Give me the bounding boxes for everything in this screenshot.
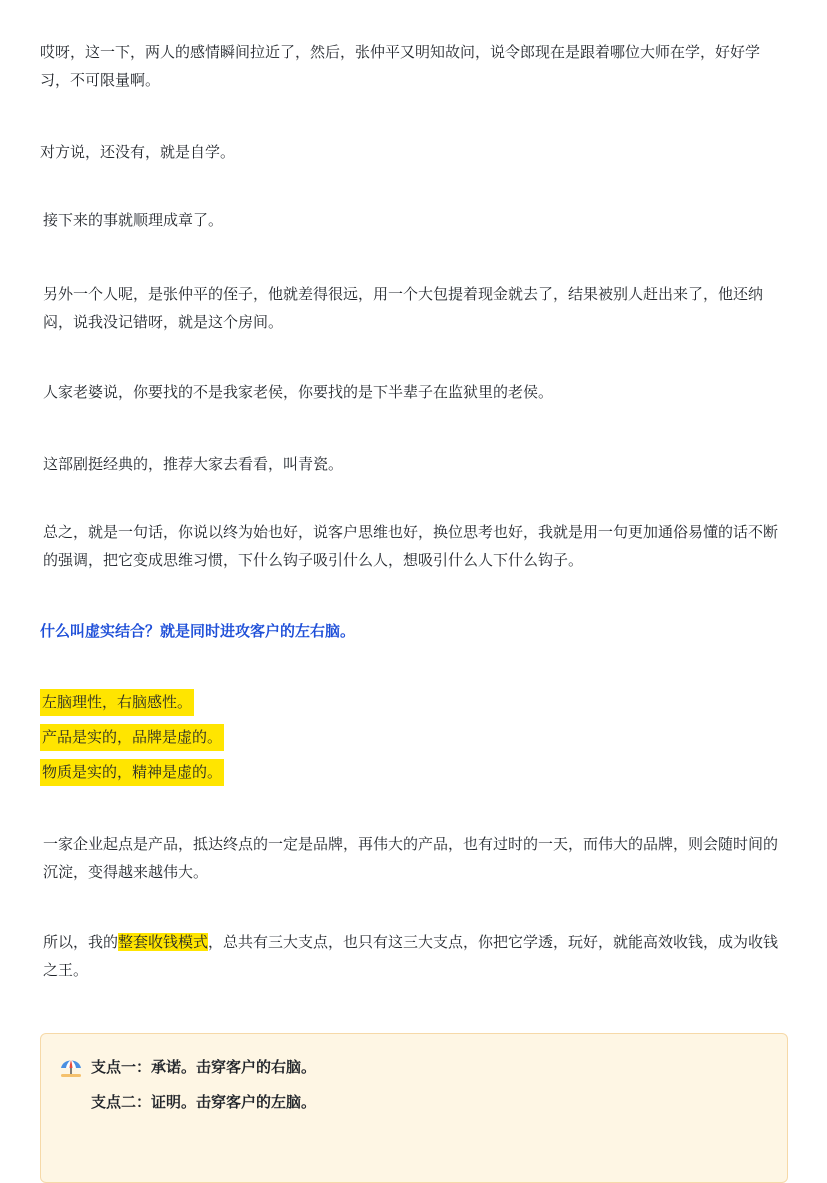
section-heading: 什么叫虚实结合？就是同时进攻客户的左右脑。: [40, 622, 356, 640]
callout-line-2: 支点二：证明。击穿客户的左脑。: [91, 1093, 317, 1111]
beach-umbrella-icon: [59, 1054, 83, 1078]
highlight-line-3: 物质是实的，精神是虚的。: [40, 759, 224, 786]
paragraph-model: [43, 928, 788, 984]
paragraph-model-before: 所以，我的: [43, 933, 119, 951]
highlight-line-2: 产品是实的，品牌是虚的。: [40, 724, 224, 751]
paragraph-2: 对方说，还没有，就是自学。: [40, 143, 236, 161]
paragraph-5: 人家老婆说，你要找的不是我家老侯，你要找的是下半辈子在监狱里的老侯。: [43, 383, 554, 401]
paragraph-1: 哎呀，这一下，两人的感情瞬间拉近了，然后，张仲平又明知故问，说令郎现在是跟着哪位大师在学，好好学习，不可限量啊。: [40, 43, 761, 89]
paragraph-6: 这部剧挺经典的，推荐大家去看看，叫青瓷。: [43, 455, 344, 473]
callout-line-1: 支点一：承诺。击穿客户的右脑。: [91, 1058, 317, 1076]
highlight-line-1: 左脑理性，右脑感性。: [40, 689, 194, 716]
paragraph-model-after: ，总共有三大支点，也只有这三大支点，你把它学透，玩好，就能高效收钱，成为收钱之王。: [43, 933, 779, 979]
callout-box: [40, 1033, 788, 1183]
paragraph-4: 另外一个人呢，是张仲平的侄子，他就差得很远，用一个大包提着现金就去了，结果被别人赶出来了，他还纳闷，说我没记错呀，就是这个房间。: [43, 285, 764, 331]
paragraph-brand: 一家企业起点是产品，抵达终点的一定是品牌，再伟大的产品，也有过时的一天，而伟大的品牌，则会随时间的沉淀，变得越来越伟大。: [43, 835, 779, 881]
highlight-money-model: 整套收钱模式: [118, 933, 209, 951]
paragraph-7: 总之，就是一句话，你说以终为始也好，说客户思维也好，换位思考也好，我就是用一句更加通俗易懂的话不断的强调，把它变成思维习惯，下什么钩子吸引什么人，想吸引什么人下什么钩子。: [43, 523, 779, 569]
paragraph-3: 接下来的事就顺理成章了。: [43, 211, 224, 229]
